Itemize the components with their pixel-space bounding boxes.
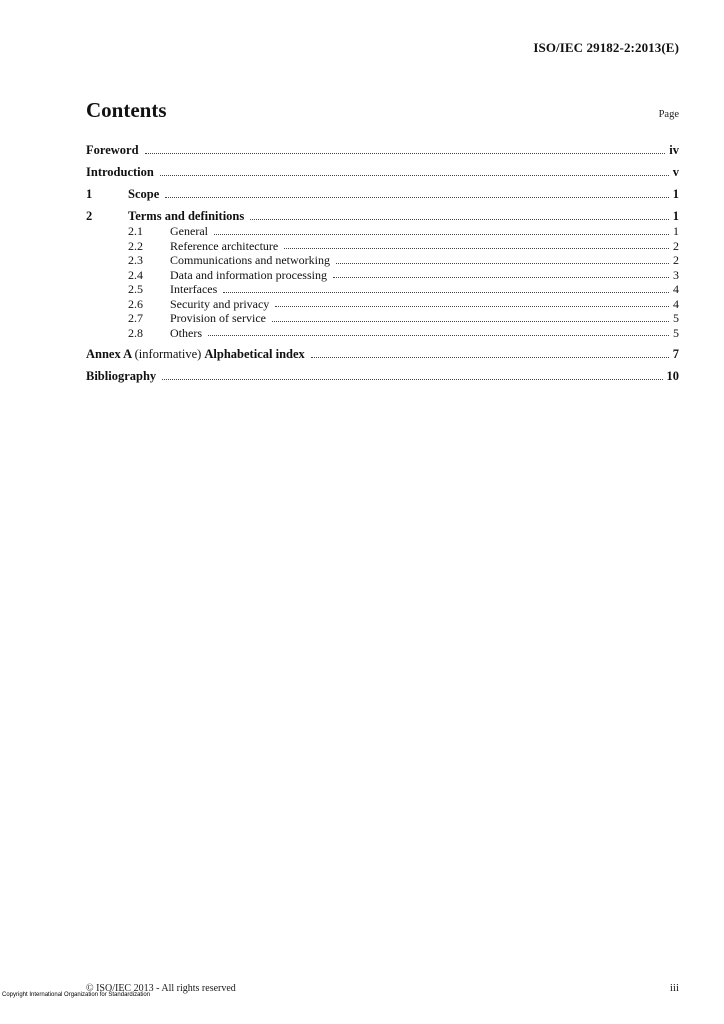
page-footer	[86, 982, 679, 994]
toc-entry	[86, 369, 679, 384]
dot-leader	[162, 379, 662, 380]
toc-entry-label-part: Annex A	[86, 347, 135, 361]
toc-entry-number: 2.1	[128, 224, 143, 238]
toc-entry	[86, 239, 679, 254]
toc-entry	[86, 209, 679, 224]
toc-entry-page: 2	[673, 253, 679, 267]
toc-entry-label-part: Introduction	[86, 165, 154, 179]
toc-entry-label	[86, 165, 154, 180]
toc-entry	[86, 143, 679, 158]
dot-leader	[223, 292, 669, 293]
toc-entry-label	[170, 239, 278, 254]
toc-entry-label-part: Communications and networking	[170, 253, 330, 267]
toc-entry-label-part: Foreword	[86, 143, 139, 157]
toc-entry-number: 2.6	[128, 296, 143, 311]
toc-entry-label	[128, 187, 159, 202]
toc-entry-number: 1	[86, 187, 93, 201]
toc-entry-label	[170, 224, 208, 239]
toc-entry-label-part: Security and privacy	[170, 296, 270, 311]
dot-leader	[165, 197, 669, 198]
toc-entry-page: 5	[673, 311, 679, 325]
toc-entry-number: 2.2	[128, 238, 143, 253]
toc-entry	[86, 253, 679, 268]
toc-entry-label	[170, 297, 269, 312]
contents-header	[86, 98, 679, 123]
toc-entry-page: 1	[672, 209, 679, 223]
toc-entry-number: 2.8	[128, 325, 143, 340]
toc-entry-label	[128, 209, 244, 224]
toc-entry-page: 4	[673, 282, 679, 296]
toc-entry-label-part: Provision of service	[170, 311, 266, 325]
toc-entry-page: 2	[673, 238, 679, 253]
toc-entry-page: iv	[669, 143, 679, 157]
dot-leader	[336, 263, 669, 264]
toc-entry-page: 4	[673, 296, 679, 311]
folio-page-number: iii	[669, 982, 679, 994]
toc-entry-label-part: Reference architecture	[170, 238, 279, 253]
dot-leader	[275, 306, 669, 307]
dot-leader	[250, 219, 669, 220]
toc-entry-page: 5	[673, 325, 679, 340]
toc-entry-label	[86, 143, 139, 158]
toc-entry	[86, 326, 679, 341]
dot-leader	[284, 248, 669, 249]
toc-entry-label-part: General	[170, 224, 208, 238]
toc-entry	[86, 282, 679, 297]
page-column-label: Page	[658, 109, 679, 120]
toc-entry-label	[86, 347, 305, 362]
dot-leader	[214, 234, 669, 235]
toc-entry-number: 2.4	[128, 267, 143, 282]
toc-entry-label-part: Interfaces	[170, 282, 218, 296]
toc-entry-label	[170, 282, 217, 297]
toc-entry-page: 3	[673, 267, 679, 282]
dot-leader	[208, 335, 669, 336]
toc-entry-label	[170, 253, 330, 268]
toc-entry-number: 2.7	[128, 311, 143, 325]
toc-entry-label-part: (informative)	[134, 347, 205, 361]
toc-entry-label	[170, 311, 266, 326]
toc-entry-label-part: Others	[170, 325, 202, 340]
contents-title: Contents	[86, 98, 167, 122]
toc-entry	[86, 187, 679, 202]
toc-entry-label-part: Alphabetical index	[204, 347, 305, 361]
toc-entry-label-part: Data and information processing	[170, 267, 327, 282]
document-id: ISO/IEC 29182-2:2013(E)	[533, 40, 679, 55]
toc-entry-label	[170, 268, 327, 283]
toc-entry-number: 2	[86, 209, 93, 223]
toc-entry-label-part: Bibliography	[86, 369, 157, 383]
toc-entry	[86, 311, 679, 326]
toc-entry	[86, 268, 679, 283]
toc-entry-number: 2.5	[128, 282, 143, 296]
toc-entry	[86, 347, 679, 362]
dot-leader	[333, 277, 669, 278]
dot-leader	[160, 175, 669, 176]
dot-leader	[311, 357, 669, 358]
toc-entry-page: 10	[666, 369, 679, 383]
toc-entry	[86, 165, 679, 180]
toc-entry-page: 1	[673, 224, 679, 238]
toc-entry-page: 7	[672, 347, 679, 361]
toc-entry-label-part: Terms and definitions	[128, 209, 245, 223]
toc-entry	[86, 224, 679, 239]
toc-entry-number: 2.3	[128, 253, 143, 267]
toc-entry	[86, 297, 679, 312]
toc-entry-page: 1	[672, 187, 679, 201]
copyright-notice: © ISO/IEC 2013 - All rights reserved	[86, 983, 236, 994]
toc-entry-label-part: Scope	[128, 187, 160, 201]
toc-list	[86, 136, 679, 384]
toc-entry-page: v	[672, 165, 679, 179]
copyright-watermark: Copyright International Organization for Standardization	[2, 992, 151, 998]
dot-leader	[145, 153, 666, 154]
toc-entry-label	[170, 326, 202, 341]
toc-entry-label	[86, 369, 156, 384]
dot-leader	[272, 321, 669, 322]
